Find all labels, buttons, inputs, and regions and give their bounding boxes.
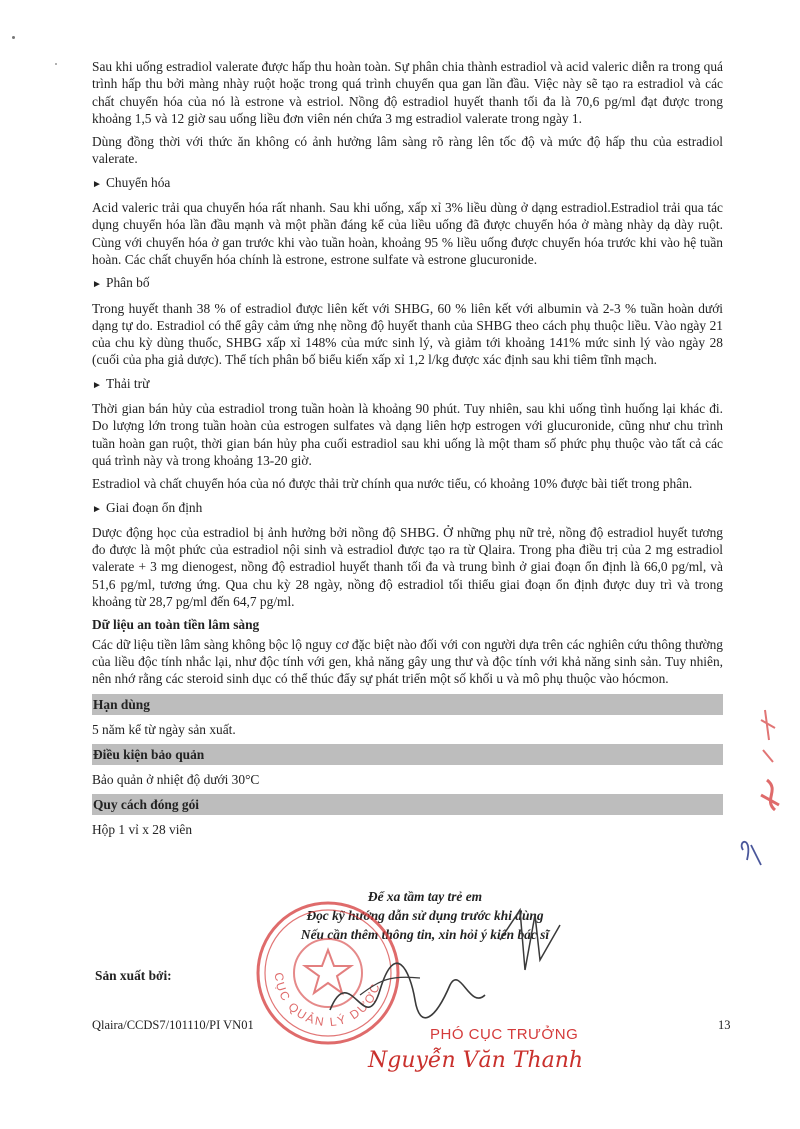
section-bar-packaging: Quy cách đóng gói [92,794,723,815]
paragraph-distribution: Trong huyết thanh 38 % of estradiol được liên kết với SHBG, 60 % liên kết với albumin và 2-3 % tuần hoàn dưới dạng tự do. Estradiol có thể gây cảm ứng nhẹ nồng độ huyết thanh của SHBG theo cách phụ thuộc liều. Vào ngày 21 của chu kỳ dùng thuốc, SHBG xấp xỉ 148% của mức sinh lý, và giảm tới khoảng 141% mức sinh lý vào ngày 28 (cuối của pha giả dược). Thể tích phân bố biểu kiến xấp xỉ 1,2 l/kg được xác định sau khi tiêm tĩnh mạch. [92,300,723,368]
paragraph-food-effect: Dùng đồng thời với thức ăn không có ảnh hưởng lâm sàng rõ ràng lên tốc độ và mức độ hấp thu của estradiol valerate. [92,134,723,167]
packaging-text: Hộp 1 vỉ x 28 viên [92,822,193,838]
signatory-name: Nguyễn Văn Thanh [368,1048,584,1073]
margin-stamp-mark-icon [735,700,785,880]
subheading-elimination [92,375,723,394]
section-bar-shelf-life: Hạn dùng [92,694,723,715]
paragraph-absorption: Sau khi uống estradiol valerate được hấp thu hoàn toàn. Sự phân chia thành estradiol và acid valeric diễn ra trong quá trình hấp thu bởi màng nhày ruột hoặc trong quá trình chuyển qua gan lần đầu. Việc này sẽ tạo ra estradiol và các chất chuyển hóa của nó là estrone và estriol. Nồng độ estradiol huyết thanh tối đa là 70,6 pg/ml đạt được trong khoảng 1,5 và 12 giờ sau uống liều đơn viên nén chứa 3 mg estradiol valerate trong ngày 1. [92,59,723,126]
subheading-distribution [92,274,723,293]
document-code: Qlaira/CCDS7/101110/PI VN01 [92,1018,254,1032]
paragraph-elimination: Thời gian bán hủy của estradiol trong tuần hoàn là khoảng 90 phút. Tuy nhiên, sau khi uống tình huống lại khác đi. Do lượng lớn trong tuần hoàn của estrogen sulfates và dạng liên hợp estrogen với glucuronide, cũng như chu trình tuần hoàn gan ruột, thời gian bán hủy pha cuối estradiol sau khi uống là một tham số phức phụ thuộc vào tất cả các quá trình này và trong khoảng 13-20 giờ. [92,401,723,468]
warning-ask-doctor: Nếu cần thêm thông tin, xin hỏi ý kiến bác sĩ [300,927,550,942]
paragraph-excretion: Estradiol và chất chuyển hóa của nó được thải trừ chính qua nước tiểu, có khoảng 10% được bài tiết trong phân. [92,476,693,492]
section-bar-storage: Điều kiện bảo quản [92,744,723,765]
storage-text: Bảo quản ở nhiệt độ dưới 30°C [92,771,260,787]
warning-read-leaflet: Đọc kỹ hướng dẫn sử dụng trước khi dùng [306,908,544,923]
subheading-text: Phân bố [106,275,150,291]
bullet-triangle-icon: ► [92,178,102,190]
signatory-title: PHÓ CỤC TRƯỞNG [430,1026,579,1043]
paragraph-preclinical-safety: Các dữ liệu tiền lâm sàng không bộc lộ nguy cơ đặc biệt nào đối với con người dựa trên các nghiên cứu thông thường của liều độc tính nhắc lại, như độc tính với gen, khả năng gây ung thư và độc tính với khả năng sinh sản. Tuy nhiên, nên nhớ rằng các steroid sinh dục có thể thúc đẩy sự phát triển một số khối u và mô phụ thuộc vào hócmon. [92,636,723,687]
warning-keep-away: Để xa tầm tay trẻ em [367,889,483,904]
seal-text: CỤC QUẢN LÝ DƯỢC [271,971,384,1030]
page-number: 13 [718,1018,731,1032]
bullet-triangle-icon: ► [92,503,102,515]
paragraph-metabolism: Acid valeric trải qua chuyển hóa rất nhanh. Sau khi uống, xấp xỉ 3% liều dùng ở dạng estradiol.Estradiol trải qua tác dụng chuyển hóa lần đầu mạnh và một phần đáng kể của liều uống đã được chuyển hóa ở màng nhày dạ dày ruột. Cùng với chuyển hóa ở gan trước khi vào tuần hoàn, khoảng 95 % liều uống được chuyển hóa trước khi vào hệ tuần hoàn. Các chất chuyển hóa chính là estrone, estrone sulfate và estrone glucuronide. [92,200,723,267]
shelf-life-text: 5 năm kể từ ngày sản xuất. [92,721,236,737]
handwritten-signature-icon [320,900,570,1030]
document-body [92,58,723,844]
subheading-steady-state [92,499,723,518]
producer-label: Sản xuất bởi: [95,968,172,983]
subheading-metabolism [92,174,723,193]
bullet-triangle-icon: ► [92,379,102,391]
heading-preclinical-safety: Dữ liệu an toàn tiền lâm sàng [92,617,260,633]
subheading-text: Giai đoạn ổn định [106,499,203,515]
subheading-text: Chuyển hóa [106,174,171,190]
bullet-triangle-icon: ► [92,279,102,291]
scan-speck [12,36,15,39]
subheading-text: Thải trừ [106,375,150,391]
scan-speck [55,63,57,65]
paragraph-steady-state: Dược động học của estradiol bị ảnh hưởng bởi nồng độ SHBG. Ở những phụ nữ trẻ, nồng độ estradiol huyết tương đo được là một phức của estradiol nội sinh và estradiol được tạo ra từ Qlaira. Trong pha điều trị của 2 mg estradiol valerate + 3 mg dienogest, nồng độ estradiol huyết thanh tối đa và trung bình ở giai đoạn ổn định là 66,0 pg/ml, và 51,6 pg/ml, tương ứng. Qua chu kỳ 28 ngày, nồng độ estradiol tối thiểu giai đoạn ổn định được duy trì và trong khoảng từ 28,7 pg/ml đến 64,7 pg/ml. [92,524,723,610]
